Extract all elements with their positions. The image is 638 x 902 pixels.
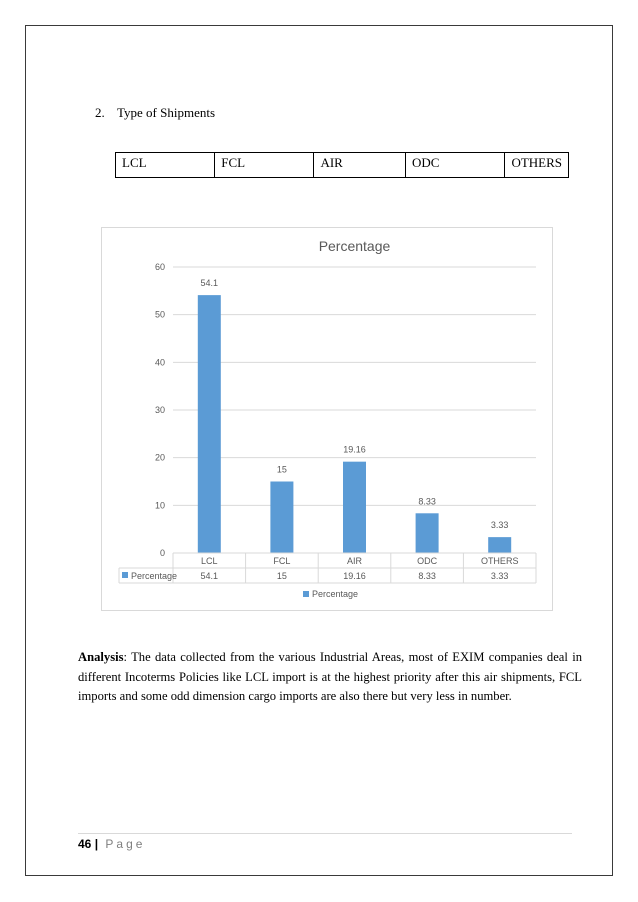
y-tick-label: 20 bbox=[154, 452, 165, 463]
analysis-paragraph bbox=[78, 648, 582, 707]
data-table-series-name: Percentage bbox=[131, 571, 178, 581]
data-label: 19.16 bbox=[343, 444, 366, 455]
data-table-value: 54.1 bbox=[200, 571, 219, 581]
legend-swatch bbox=[303, 591, 309, 597]
table-row bbox=[116, 153, 569, 178]
x-tick-label: AIR bbox=[346, 556, 363, 566]
x-tick-label: OTHERS bbox=[480, 556, 519, 566]
y-tick-label: 10 bbox=[154, 500, 165, 511]
analysis-text: : The data collected from the various Industrial Areas, most of EXIM companies deal in different Incoterms Policies like LCL import is at the highest priority after this air shipments, FCL imports and some odd dimension cargo imports are also there but very less in number. bbox=[78, 650, 582, 703]
data-label: 15 bbox=[276, 464, 287, 475]
table-cell-air: AIR bbox=[314, 153, 406, 178]
page-label: Page bbox=[105, 837, 146, 851]
y-tick-label: 30 bbox=[154, 405, 165, 415]
data-table-value: 8.33 bbox=[418, 571, 436, 581]
analysis-label: Analysis bbox=[78, 650, 124, 664]
table-cell-others: OTHERS bbox=[505, 153, 569, 178]
y-tick-label: 40 bbox=[154, 357, 165, 368]
legend-label: Percentage bbox=[312, 589, 359, 599]
bar bbox=[416, 513, 439, 553]
data-table-value: 19.16 bbox=[343, 571, 366, 581]
x-tick-label: FCL bbox=[273, 556, 291, 566]
section-heading bbox=[95, 105, 215, 121]
bar bbox=[198, 295, 221, 553]
bar bbox=[488, 537, 511, 553]
percentage-chart bbox=[101, 227, 553, 611]
footer-separator: | bbox=[94, 837, 99, 851]
page-footer bbox=[78, 837, 145, 851]
data-label: 54.1 bbox=[200, 278, 219, 289]
data-label: 3.33 bbox=[490, 520, 509, 531]
data-label: 8.33 bbox=[418, 496, 436, 507]
y-tick-label: 50 bbox=[154, 309, 165, 320]
y-tick-label: 60 bbox=[154, 262, 165, 272]
y-tick-label: 0 bbox=[159, 548, 165, 558]
footer-divider bbox=[78, 833, 572, 834]
x-tick-label: ODC bbox=[417, 556, 438, 566]
data-table-value: 15 bbox=[276, 571, 287, 581]
bar bbox=[343, 462, 366, 553]
bar bbox=[270, 482, 293, 554]
page-number: 46 bbox=[78, 837, 92, 851]
table-cell-lcl: LCL bbox=[116, 153, 215, 178]
table-cell-fcl: FCL bbox=[215, 153, 314, 178]
table-cell-odc: ODC bbox=[406, 153, 505, 178]
section-title: Type of Shipments bbox=[117, 105, 216, 120]
x-tick-label: LCL bbox=[201, 556, 218, 566]
data-table-legend-key bbox=[122, 572, 128, 578]
section-number: 2. bbox=[95, 105, 105, 120]
data-table-value: 3.33 bbox=[490, 571, 509, 581]
chart-title: Percentage bbox=[318, 238, 391, 254]
chart-svg bbox=[102, 228, 554, 612]
shipment-types-table bbox=[115, 152, 569, 178]
